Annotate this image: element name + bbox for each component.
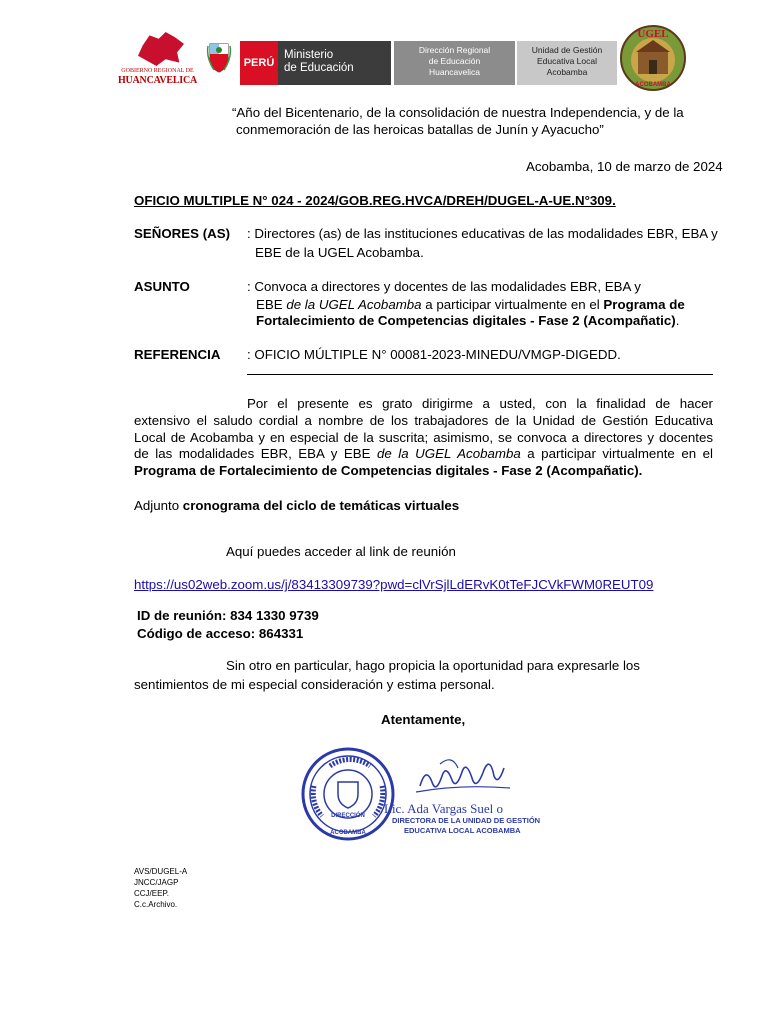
referencia-label: REFERENCIA <box>134 347 221 362</box>
ugel-line2: Educativa Local <box>536 56 597 66</box>
signer-name: Lic. Ada Vargas Suel o <box>384 801 504 816</box>
asunto-line1: : Convoca a directores y docentes de las modalidades EBR, EBA y <box>247 279 641 294</box>
adjunto-bold: cronograma del ciclo de temáticas virtuales <box>182 498 460 513</box>
asunto-line3-a: Fortalecimiento de Competencias digitales - Fase 2 (Acompañatic) <box>256 313 676 328</box>
peru-brand-box: PERÚ <box>240 41 278 85</box>
link-intro: Aquí puedes acceder al link de reunión <box>226 544 456 559</box>
gobierno-regional-logo <box>110 30 205 86</box>
atentamente: Atentamente, <box>381 712 466 727</box>
adjunto-prefix: Adjunto <box>134 498 183 513</box>
dre-box <box>394 41 515 85</box>
asunto-label: ASUNTO <box>134 279 190 294</box>
asunto-line2-a: EBE <box>256 297 287 312</box>
separator-line <box>247 374 713 375</box>
ugel-line3: Acobamba <box>546 67 588 77</box>
asunto-line2-c: a participar virtualmente en el <box>421 297 604 312</box>
seal-bottom-text: ACOBAMBA <box>330 830 366 836</box>
ministerio-line1: Ministerio <box>284 49 334 61</box>
ugel-box <box>517 41 617 85</box>
signer-role-line1: DIRECTORA DE LA UNIDAD DE GESTIÓN <box>392 816 541 825</box>
meeting-id: ID de reunión: 834 1330 9739 <box>137 608 319 623</box>
ref-initial-3: CCJ/EEP. <box>134 889 169 898</box>
ref-initial-4: C.c.Archivo. <box>134 900 178 909</box>
asunto-line3-b: . <box>675 313 680 328</box>
asunto-line2-d: Programa de <box>603 297 685 312</box>
body-line4 <box>134 446 713 463</box>
body-line2: extensivo el saludo cordial a nombre de los trabajadores de la Unidad de Gestión Educativa <box>134 413 713 428</box>
closing-line1: Sin otro en particular, hago propicia la oportunidad para expresarle los <box>226 658 640 673</box>
ministerio-box <box>278 41 391 85</box>
ugel-logo-sub: ACOBAMBA <box>635 82 671 88</box>
senores-line1: : Directores (as) de las instituciones educativas de las modalidades EBR, EBA y <box>247 226 718 241</box>
asunto-line2-b: de la UGEL Acobamba <box>286 297 422 312</box>
body-line5: Programa de Fortalecimiento de Competencias digitales - Fase 2 (Acompañatic). <box>134 463 643 478</box>
asunto-line3 <box>256 313 679 330</box>
ref-initial-2: JNCC/JAGP <box>134 878 179 887</box>
ministerio-line2: de Educación <box>284 62 354 74</box>
ugel-acobamba-logo <box>618 24 688 92</box>
reference-initials <box>134 866 187 910</box>
document-date: Acobamba, 10 de marzo de 2024 <box>526 159 723 174</box>
closing-line2: sentimientos de mi especial consideración y estima personal. <box>134 677 495 692</box>
senores-label: SEÑORES (AS) <box>134 226 231 241</box>
ugel-logo-text: UGEL <box>637 28 669 40</box>
body-line4-b: de la UGEL Acobamba <box>377 446 521 461</box>
body-line1: Por el presente es grato dirigirme a usted, con la finalidad de hacer <box>247 396 713 411</box>
dre-line1: Dirección Regional <box>418 45 491 55</box>
peru-coat-of-arms-icon <box>206 40 232 74</box>
asunto-line2 <box>256 297 685 314</box>
year-motto-line2: conmemoración de las heroicas batallas de Junín y Ayacucho” <box>236 122 604 137</box>
referencia-line1: : OFICIO MÚLTIPLE N° 00081-2023-MINEDU/VMGP-DIGEDD. <box>247 347 621 362</box>
gobierno-regional-line2: HUANCAVELICA <box>117 75 198 86</box>
dre-line2: de Educación <box>428 56 481 66</box>
body-line3: Local de Acobamba y en especial de la suscrita; asimismo, se convoca a directores y docentes <box>134 430 713 445</box>
region-map-icon <box>138 32 184 66</box>
oficio-number: OFICIO MULTIPLE N° 024 - 2024/GOB.REG.HVCA/DREH/DUGEL-A-UE.N°309. <box>134 193 616 208</box>
seal-text: DIRECCIÓN <box>331 813 365 819</box>
access-code: Código de acceso: 864331 <box>137 626 304 641</box>
senores-line2: EBE de la UGEL Acobamba. <box>255 245 424 260</box>
body-line4-a: de las modalidades EBR, EBA y EBE <box>134 446 377 461</box>
adjunto-line <box>134 498 459 515</box>
ref-initial-1: AVS/DUGEL-A <box>134 867 188 876</box>
signer-role-line2: EDUCATIVA LOCAL ACOBAMBA <box>404 826 521 835</box>
zoom-meeting-link[interactable]: https://us02web.zoom.us/j/83413309739?pwd=clVrSjlLdERvK0tTeFJCVkFWM0REUT09 <box>134 577 654 592</box>
gobierno-regional-line1: GOBIERNO REGIONAL DE <box>121 68 194 74</box>
body-line4-c: a participar virtualmente en el <box>520 446 713 461</box>
ugel-line1: Unidad de Gestión <box>531 45 603 55</box>
year-motto-line1: “Año del Bicentenario, de la consolidación de nuestra Independencia, y de la <box>232 105 684 120</box>
dre-line3: Huancavelica <box>428 67 481 77</box>
